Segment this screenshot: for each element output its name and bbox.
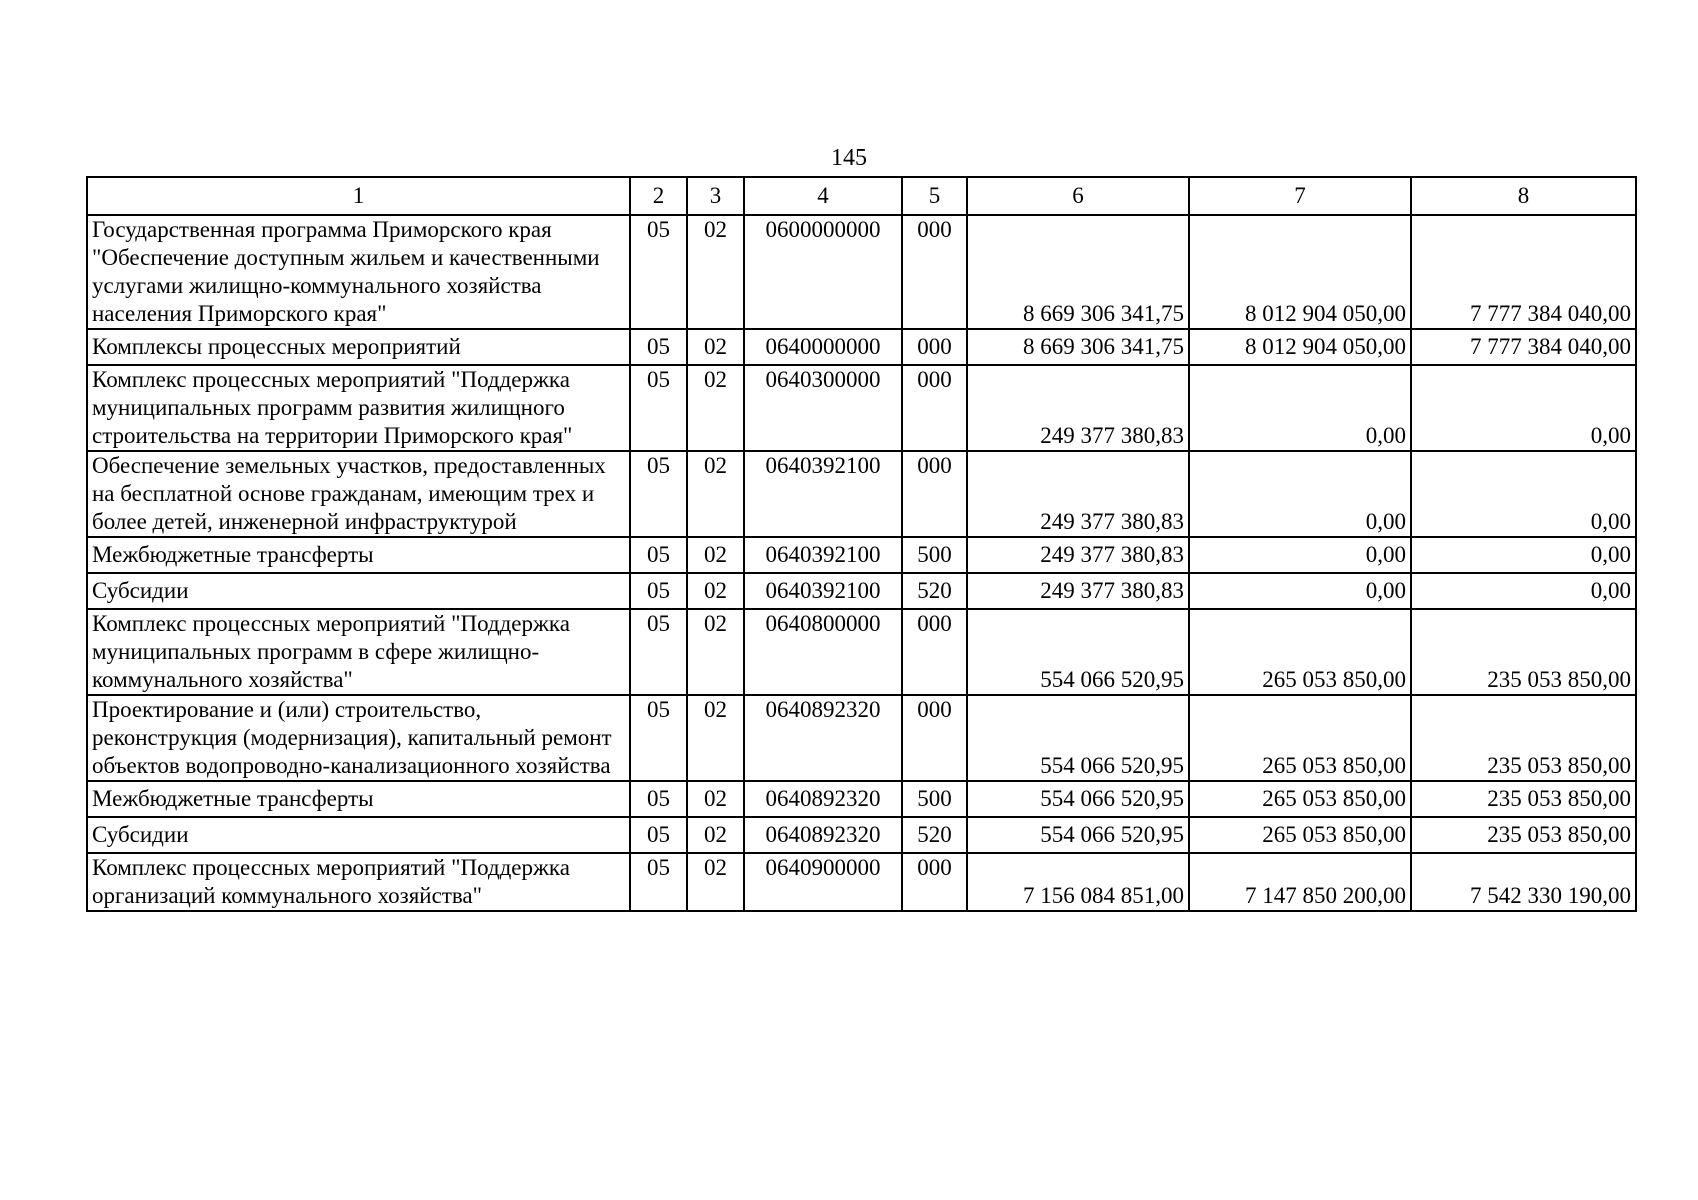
row-sum-col6: 8 669 306 341,75 <box>967 329 1189 365</box>
row-name: Проектирование и (или) строительство, реконструкция (модернизация), капитальный ремонт объектов водопроводно-канализационного хозяйства <box>87 695 630 781</box>
row-name: Комплекс процессных мероприятий "Поддержка муниципальных программ развития жилищного строительства на территории Приморского края" <box>87 365 630 451</box>
column-header: 3 <box>687 177 744 215</box>
row-subsection: 02 <box>687 781 744 817</box>
table-row <box>87 853 1636 911</box>
row-target-code: 0640000000 <box>744 329 902 365</box>
row-target-code: 0640392100 <box>744 573 902 609</box>
column-number-row <box>87 177 1636 215</box>
column-header: 5 <box>902 177 967 215</box>
row-subsection: 02 <box>687 573 744 609</box>
row-section: 05 <box>630 451 687 537</box>
row-expense-type: 000 <box>902 853 967 911</box>
row-sum-col6: 554 066 520,95 <box>967 609 1189 695</box>
table-row <box>87 537 1636 573</box>
column-header: 6 <box>967 177 1189 215</box>
row-sum-col7: 265 053 850,00 <box>1189 817 1411 853</box>
row-sum-col8: 235 053 850,00 <box>1411 609 1636 695</box>
table-row <box>87 215 1636 329</box>
row-name: Субсидии <box>87 573 630 609</box>
table-row <box>87 609 1636 695</box>
row-sum-col8: 0,00 <box>1411 537 1636 573</box>
row-sum-col7: 8 012 904 050,00 <box>1189 215 1411 329</box>
row-section: 05 <box>630 329 687 365</box>
row-subsection: 02 <box>687 609 744 695</box>
row-section: 05 <box>630 817 687 853</box>
row-sum-col8: 7 777 384 040,00 <box>1411 215 1636 329</box>
row-target-code: 0640392100 <box>744 537 902 573</box>
row-sum-col7: 0,00 <box>1189 451 1411 537</box>
row-target-code: 0640900000 <box>744 853 902 911</box>
row-sum-col7: 8 012 904 050,00 <box>1189 329 1411 365</box>
row-sum-col6: 554 066 520,95 <box>967 781 1189 817</box>
row-expense-type: 520 <box>902 573 967 609</box>
row-subsection: 02 <box>687 365 744 451</box>
row-expense-type: 500 <box>902 537 967 573</box>
row-sum-col6: 249 377 380,83 <box>967 365 1189 451</box>
row-name: Обеспечение земельных участков, предоставленных на бесплатной основе гражданам, имеющим трех и более детей, инженерной инфраструктурой <box>87 451 630 537</box>
row-target-code: 0640392100 <box>744 451 902 537</box>
row-expense-type: 000 <box>902 365 967 451</box>
row-name: Межбюджетные трансферты <box>87 537 630 573</box>
row-subsection: 02 <box>687 817 744 853</box>
column-header: 2 <box>630 177 687 215</box>
row-section: 05 <box>630 365 687 451</box>
row-subsection: 02 <box>687 537 744 573</box>
row-sum-col7: 0,00 <box>1189 365 1411 451</box>
row-sum-col8: 7 542 330 190,00 <box>1411 853 1636 911</box>
row-sum-col8: 235 053 850,00 <box>1411 695 1636 781</box>
row-expense-type: 000 <box>902 329 967 365</box>
row-sum-col8: 235 053 850,00 <box>1411 781 1636 817</box>
table-row <box>87 817 1636 853</box>
row-subsection: 02 <box>687 451 744 537</box>
row-sum-col6: 249 377 380,83 <box>967 451 1189 537</box>
row-name: Межбюджетные трансферты <box>87 781 630 817</box>
row-sum-col6: 554 066 520,95 <box>967 817 1189 853</box>
row-subsection: 02 <box>687 695 744 781</box>
row-sum-col6: 7 156 084 851,00 <box>967 853 1189 911</box>
row-sum-col8: 0,00 <box>1411 451 1636 537</box>
row-name: Государственная программа Приморского края "Обеспечение доступным жильем и качественными услугами жилищно-коммунального хозяйства населения Приморского края" <box>87 215 630 329</box>
row-sum-col7: 7 147 850 200,00 <box>1189 853 1411 911</box>
row-sum-col6: 249 377 380,83 <box>967 573 1189 609</box>
row-section: 05 <box>630 609 687 695</box>
table-row <box>87 695 1636 781</box>
column-header: 7 <box>1189 177 1411 215</box>
table-row <box>87 451 1636 537</box>
row-subsection: 02 <box>687 215 744 329</box>
row-sum-col7: 0,00 <box>1189 537 1411 573</box>
row-target-code: 0600000000 <box>744 215 902 329</box>
row-subsection: 02 <box>687 853 744 911</box>
row-expense-type: 000 <box>902 695 967 781</box>
row-target-code: 0640892320 <box>744 817 902 853</box>
row-sum-col8: 0,00 <box>1411 365 1636 451</box>
row-sum-col8: 235 053 850,00 <box>1411 817 1636 853</box>
page-number: 145 <box>831 145 867 171</box>
row-target-code: 0640300000 <box>744 365 902 451</box>
row-section: 05 <box>630 853 687 911</box>
column-header: 4 <box>744 177 902 215</box>
row-expense-type: 500 <box>902 781 967 817</box>
row-target-code: 0640800000 <box>744 609 902 695</box>
column-header: 8 <box>1411 177 1636 215</box>
row-section: 05 <box>630 695 687 781</box>
row-sum-col6: 554 066 520,95 <box>967 695 1189 781</box>
table-row <box>87 573 1636 609</box>
row-sum-col7: 0,00 <box>1189 573 1411 609</box>
column-header: 1 <box>87 177 630 215</box>
row-name: Комплекс процессных мероприятий "Поддержка муниципальных программ в сфере жилищно-коммунального хозяйства" <box>87 609 630 695</box>
row-name: Комплекс процессных мероприятий "Поддержка организаций коммунального хозяйства" <box>87 853 630 911</box>
row-sum-col7: 265 053 850,00 <box>1189 609 1411 695</box>
row-section: 05 <box>630 215 687 329</box>
row-sum-col8: 7 777 384 040,00 <box>1411 329 1636 365</box>
row-section: 05 <box>630 781 687 817</box>
row-subsection: 02 <box>687 329 744 365</box>
row-name: Субсидии <box>87 817 630 853</box>
row-sum-col6: 249 377 380,83 <box>967 537 1189 573</box>
row-target-code: 0640892320 <box>744 695 902 781</box>
table-row <box>87 781 1636 817</box>
row-expense-type: 520 <box>902 817 967 853</box>
row-section: 05 <box>630 537 687 573</box>
table-row <box>87 365 1636 451</box>
row-sum-col7: 265 053 850,00 <box>1189 781 1411 817</box>
row-section: 05 <box>630 573 687 609</box>
row-sum-col6: 8 669 306 341,75 <box>967 215 1189 329</box>
row-expense-type: 000 <box>902 215 967 329</box>
row-expense-type: 000 <box>902 451 967 537</box>
table-row <box>87 329 1636 365</box>
row-target-code: 0640892320 <box>744 781 902 817</box>
row-name: Комплексы процессных мероприятий <box>87 329 630 365</box>
row-sum-col7: 265 053 850,00 <box>1189 695 1411 781</box>
budget-table <box>86 176 1637 912</box>
row-expense-type: 000 <box>902 609 967 695</box>
row-sum-col8: 0,00 <box>1411 573 1636 609</box>
